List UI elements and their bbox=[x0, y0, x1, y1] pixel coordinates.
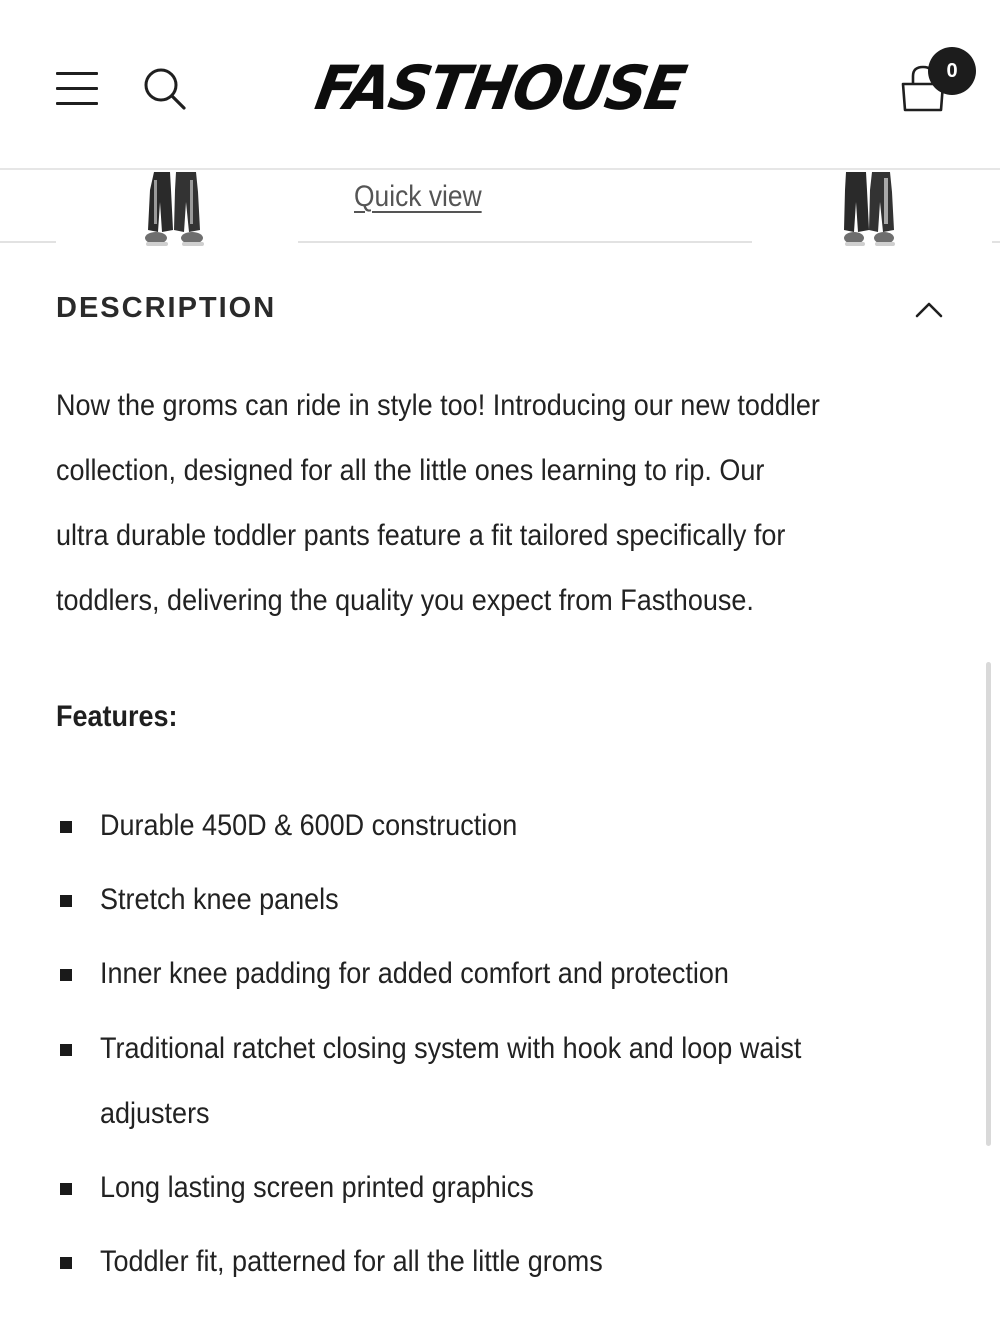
description-text bbox=[56, 373, 866, 633]
feature-text: Inner knee padding for added comfort and protection bbox=[100, 957, 729, 990]
feature-text: Durable 450D & 600D construction bbox=[100, 809, 518, 842]
chevron-up-icon[interactable] bbox=[914, 300, 944, 320]
divider bbox=[298, 241, 752, 243]
search-icon[interactable] bbox=[142, 66, 188, 112]
description-line: collection, designed for all the little ones learning to rip. Our bbox=[56, 454, 765, 487]
feature-text: Traditional ratchet closing system with hook and loop waist bbox=[100, 1032, 802, 1065]
feature-text: Toddler fit, patterned for all the little groms bbox=[100, 1245, 603, 1278]
description-line: toddlers, delivering the quality you expect from Fasthouse. bbox=[56, 584, 754, 617]
description-line: Now the groms can ride in style too! Introducing our new toddler bbox=[56, 389, 820, 422]
divider bbox=[0, 241, 56, 243]
bullet-icon bbox=[60, 969, 72, 981]
bullet-icon bbox=[60, 1044, 72, 1056]
scrollbar[interactable] bbox=[986, 662, 991, 1146]
feature-text: Long lasting screen printed graphics bbox=[100, 1171, 534, 1204]
bullet-icon bbox=[60, 895, 72, 907]
menu-icon[interactable] bbox=[56, 72, 98, 106]
site-header bbox=[0, 0, 1000, 170]
product-thumbnail[interactable] bbox=[140, 172, 210, 254]
feature-text: adjusters bbox=[100, 1097, 210, 1130]
description-heading: DESCRIPTION bbox=[56, 292, 277, 324]
description-accordion-header[interactable] bbox=[56, 288, 946, 334]
bullet-icon bbox=[60, 1257, 72, 1269]
description-line: ultra durable toddler pants feature a fit tailored specifically for bbox=[56, 519, 786, 552]
cart-count-badge[interactable]: 0 bbox=[928, 47, 976, 95]
quick-view-link[interactable]: Quick view bbox=[354, 180, 482, 213]
bullet-icon bbox=[60, 1183, 72, 1195]
features-heading: Features: bbox=[56, 700, 178, 733]
brand-logo[interactable]: FASTHOUSE bbox=[310, 52, 690, 124]
bullet-icon bbox=[60, 821, 72, 833]
product-thumbnail[interactable] bbox=[836, 172, 906, 254]
feature-text: Stretch knee panels bbox=[100, 883, 339, 916]
divider bbox=[992, 241, 1000, 243]
